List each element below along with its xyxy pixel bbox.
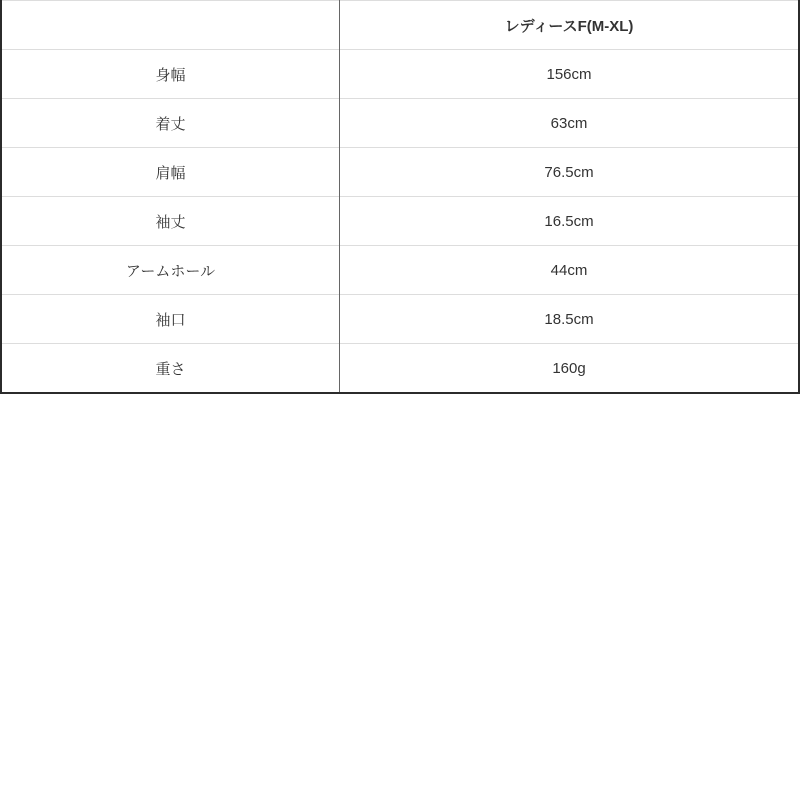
measurement-label: 重さ: [1, 344, 340, 394]
measurement-value: 156cm: [340, 50, 800, 99]
table-row: [1, 344, 799, 394]
table-row: [1, 295, 799, 344]
measurement-value: 44cm: [340, 246, 800, 295]
table-row: [1, 99, 799, 148]
table-row: [1, 148, 799, 197]
measurement-value: 18.5cm: [340, 295, 800, 344]
measurement-label: 身幅: [1, 50, 340, 99]
measurement-value: 63cm: [340, 99, 800, 148]
measurement-label: 袖丈: [1, 197, 340, 246]
measurement-value: 16.5cm: [340, 197, 800, 246]
header-size-cell: レディースF(M-XL): [340, 1, 800, 50]
size-chart-header-row: [1, 1, 799, 50]
table-row: [1, 197, 799, 246]
measurement-value: 160g: [340, 344, 800, 394]
measurement-label: 袖口: [1, 295, 340, 344]
measurement-value: 76.5cm: [340, 148, 800, 197]
size-chart-table: [0, 0, 800, 394]
header-measurement-cell: [1, 1, 340, 50]
measurement-label: 肩幅: [1, 148, 340, 197]
table-row: [1, 246, 799, 295]
table-row: [1, 50, 799, 99]
measurement-label: アームホール: [1, 246, 340, 295]
measurement-label: 着丈: [1, 99, 340, 148]
